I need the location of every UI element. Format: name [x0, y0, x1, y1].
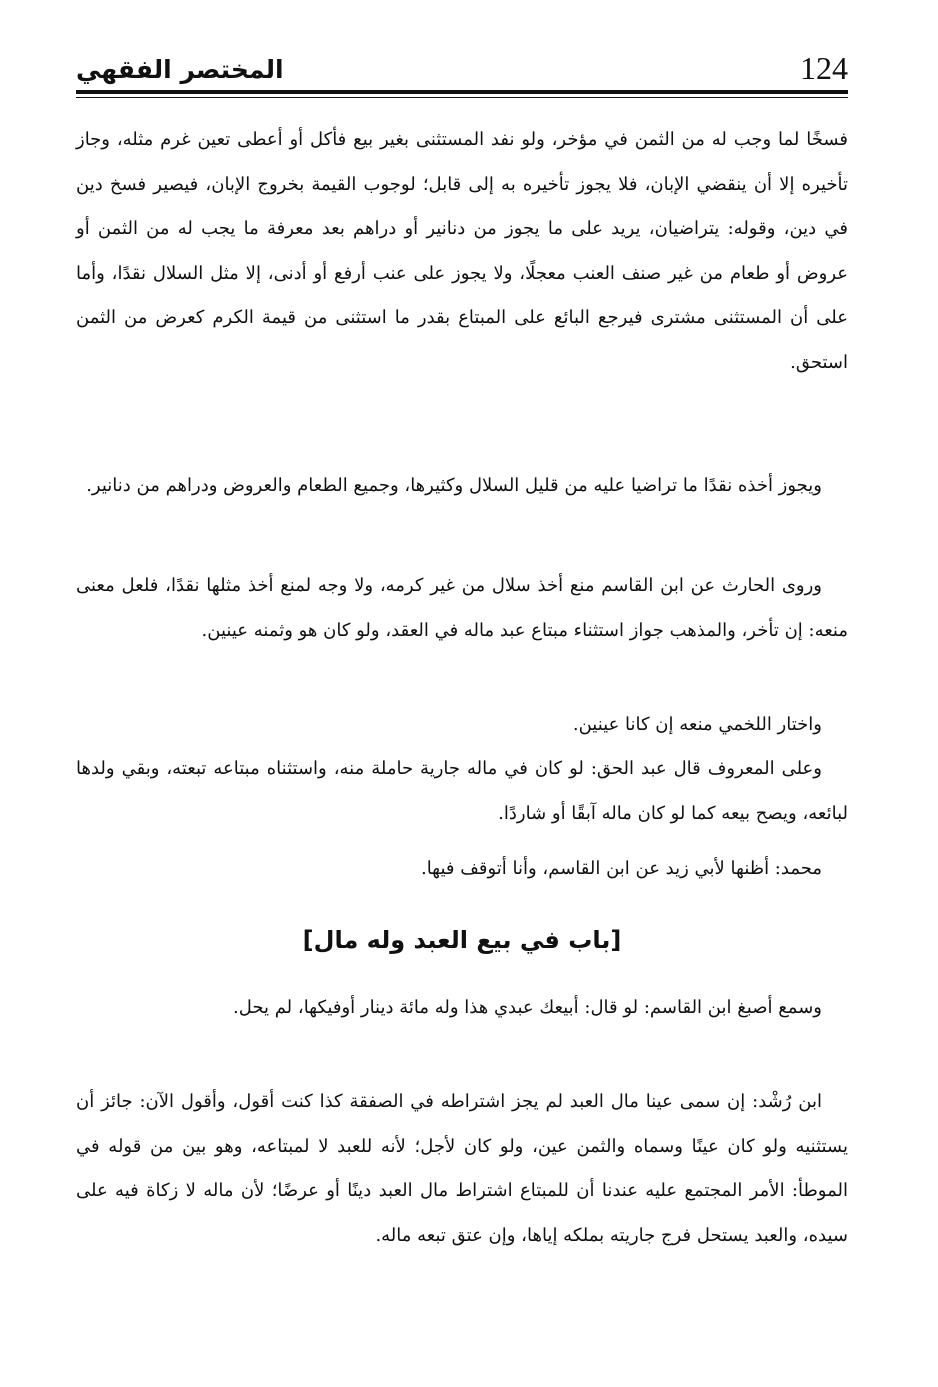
- page-number: 124: [800, 50, 848, 86]
- paragraph: ويجوز أخذه نقدًا ما تراضيا عليه من قليل السلال وكثيرها، وجميع الطعام والعروض ودراهم من دنانير.: [86, 475, 822, 496]
- section-heading: [باب في بيع العبد وله مال]: [302, 926, 622, 954]
- paragraph: وعلى المعروف قال عبد الحق: لو كان في ماله جارية حاملة منه، واستثناه مبتاعه تبعته، وبقي ولدها لبائعه، ويصح بيعه كما لو كان ماله آبقًا أو شاردًا.: [76, 758, 848, 824]
- paragraph: واختار اللخمي منعه إن كانا عينين.: [572, 714, 822, 735]
- paragraph-continuation: فسخًا لما وجب له من الثمن في مؤخر، ولو نفد المستثنى بغير بيع فأكل أو أعطى تعين غرم مثله، وجاز تأخيره إلا أن ينقضي الإبان، فلا يجوز تأخيره به إلى قابل؛ لوجوب القيمة بخروج الإبان، فيصير فسخ دين في دين، وقوله: يتراضيان، يريد على ما يجوز من دنانير أو دراهم بعد معرفة ما يجب له من الثمن أو عروض أو طعام من غير صنف العنب معجلًا، ولا يجوز على عنب أرفع أو أدنى، إلا مثل السلال نقدًا، وأما على أن المستثنى مشترى فيرجع البائع على المبتاع بقدر ما استثنى من قيمة الكرم كعرض من الثمن استحق.: [76, 129, 848, 373]
- paragraph: وسمع أصبغ ابن القاسم: لو قال: أبيعك عبدي هذا وله مائة دينار أوفيكها، لم يحل.: [233, 997, 822, 1018]
- header-rule-thick: [76, 90, 848, 94]
- paragraph: وروى الحارث عن ابن القاسم منع أخذ سلال من غير كرمه، ولا وجه لمنع أخذ مثلها نقدًا، فلعل معنى منعه: إن تأخر، والمذهب جواز استثناء مبتاع عبد ماله في العقد، ولو كان هو وثمنه عينين.: [76, 575, 848, 641]
- running-title: المختصر الفقهي: [76, 55, 284, 84]
- header-rule-thin: [76, 97, 848, 98]
- paragraph: ابن رُشْد: إن سمى عينا مال العبد لم يجز اشتراطه في الصفقة كذا كنت أقول، وأقول الآن: جائز أن يستثنيه ولو كان عينًا وسماه والثمن عين، ولو كان لأجل؛ لأنه للعبد لا لمبتاعه، وهو بين من قوله في الموطأ: الأمر المجتمع عليه عندنا أن للمبتاع اشتراط مال العبد دينًا أو عرضًا؛ لأن ماله لا زكاة فيه على سيده، والعبد يستحل فرج جاريته بملكه إياها، وإن عتق تبعه ماله.: [76, 1091, 848, 1246]
- page-header: [76, 48, 848, 90]
- paragraph: محمد: أظنها لأبي زيد عن ابن القاسم، وأنا أتوقف فيها.: [420, 858, 822, 879]
